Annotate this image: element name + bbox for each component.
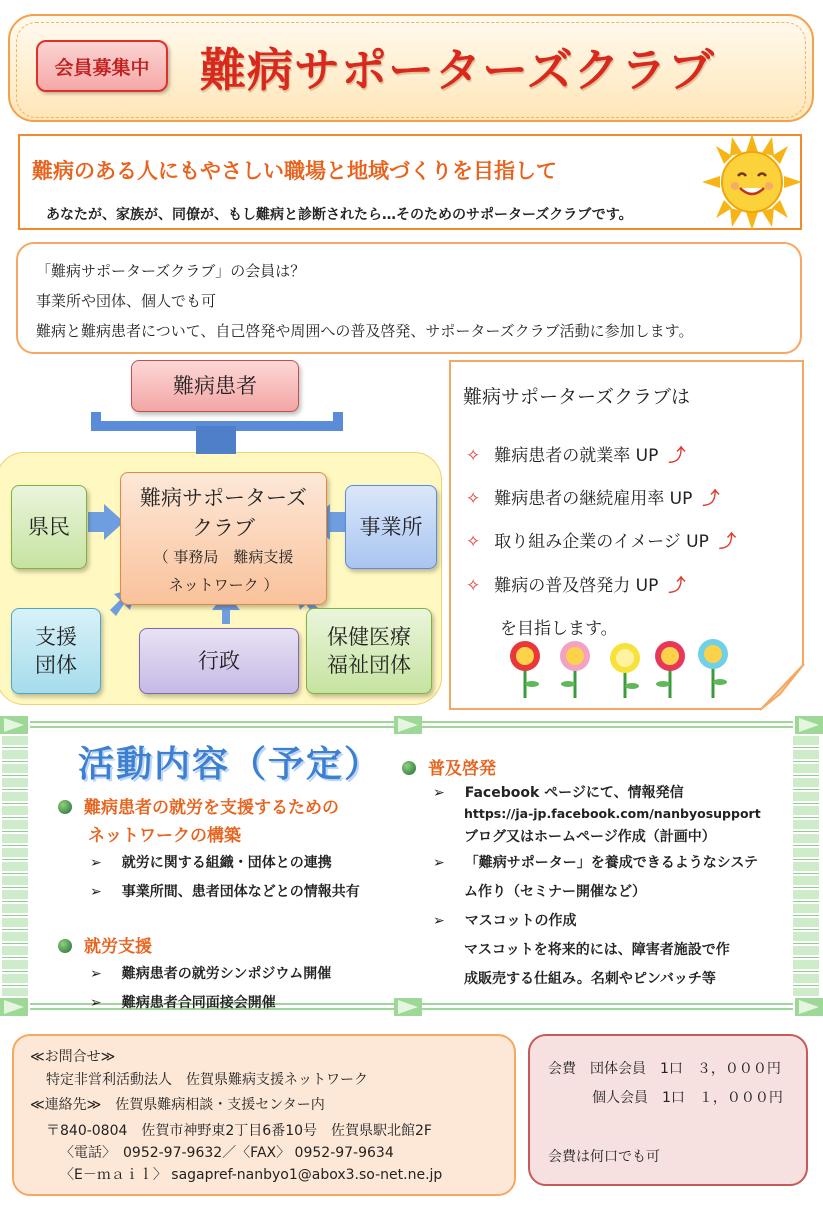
members-eligibility: 事業所や団体、個人でも可 xyxy=(36,292,217,310)
goal-text: 難病の普及啓発力 UP xyxy=(494,576,659,596)
contact-phone: 〈電話〉 0952-97-9632／〈FAX〉 0952-97-9634 xyxy=(60,1145,394,1161)
item-text: 事業所間、患者団体などとの情報共有 xyxy=(121,884,360,900)
goal-item xyxy=(466,441,685,466)
item-text: ム作り（セミナー開催など） xyxy=(464,884,646,900)
center-line1: 難病サポーターズ xyxy=(140,486,307,510)
node-business: 事業所 xyxy=(345,485,437,569)
arrow-right-icon xyxy=(88,504,124,540)
intro-subtext: あなたが、家族が、同僚が、もし難病と診断されたら…そのためのサポーターズクラブです。 xyxy=(46,207,633,223)
item-text: マスコットの作成 xyxy=(464,913,577,929)
bullet-icon xyxy=(58,800,72,814)
members-role: 難病と難病患者について、自己啓発や周囲への普及啓発、サポーターズクラブ活動に参加します。 xyxy=(36,322,694,340)
arrow-bullet-icon: ➢ xyxy=(90,966,102,982)
heading-text: 難病患者の就労を支援するための xyxy=(84,798,339,818)
goal-item xyxy=(466,484,719,509)
sparkle-icon: ✧ xyxy=(466,532,481,552)
page-title: 難病サポーターズクラブ xyxy=(200,43,715,97)
bullet-icon xyxy=(402,761,416,775)
center-line2: クラブ xyxy=(192,516,255,540)
arrow-bullet-icon: ➢ xyxy=(90,884,102,900)
contact-org: 特定非営利活動法人 佐賀県難病支援ネットワーク xyxy=(46,1072,368,1088)
section-heading-network xyxy=(58,793,339,818)
section-heading-awareness xyxy=(402,754,496,779)
support-line2: 団体 xyxy=(35,653,77,677)
activity-frame-top xyxy=(0,714,823,736)
fee-note: 会費は何口でも可 xyxy=(548,1149,660,1165)
recruiting-badge: 会員募集中 xyxy=(36,40,168,92)
activity-frame-right xyxy=(793,736,819,996)
node-club-center xyxy=(120,472,327,605)
list-item xyxy=(90,852,332,872)
arrow-bullet-icon: ➢ xyxy=(433,855,445,871)
fee-individual: 個人会員 1口 １，０００円 xyxy=(592,1090,783,1106)
arrow-bullet-icon: ➢ xyxy=(90,855,102,871)
heading-text: 普及啓発 xyxy=(428,759,496,779)
item-text: 「難病サポーター」を養成できるようなシステ xyxy=(464,855,759,871)
node-administration: 行政 xyxy=(139,628,299,694)
contact-email: 〈E－ｍａｉｌ〉 sagapref-nanbyo1@abox3.so-net.ne.jp xyxy=(60,1167,443,1183)
contact-location: ≪連絡先≫ 佐賀県難病相談・支援センター内 xyxy=(30,1097,325,1113)
sparkle-icon: ✧ xyxy=(466,446,481,466)
contact-address: 〒840-0804 佐賀市神野東2丁目6番10号 佐賀県駅北館2F xyxy=(46,1123,432,1139)
list-item xyxy=(433,852,758,872)
intro-headline: 難病のある人にもやさしい職場と地域づくりを目指して xyxy=(32,159,557,183)
item-text: マスコットを将来的には、障害者施設で作 xyxy=(464,942,730,958)
goals-ending: を目指します。 xyxy=(500,619,618,639)
fee-group: 会費 団体会員 1口 ３，０００円 xyxy=(548,1061,781,1077)
goal-text: 難病患者の就業率 UP xyxy=(494,446,659,466)
node-welfare-groups xyxy=(306,608,432,694)
bullet-icon xyxy=(58,939,72,953)
goals-title: 難病サポーターズクラブは xyxy=(463,386,691,408)
up-arrow-icon: ⤴ xyxy=(668,446,686,466)
section-heading-network-line2: ネットワークの構築 xyxy=(88,826,241,846)
arrow-bullet-icon: ➢ xyxy=(433,785,445,801)
item-text: 難病患者合同面接会開催 xyxy=(121,995,276,1011)
item-text: 成販売する仕組み。名刺やピンバッチ等 xyxy=(464,971,716,987)
list-item xyxy=(433,782,684,802)
node-residents: 県民 xyxy=(11,485,87,569)
goal-item xyxy=(466,571,685,596)
center-line3: （ 事務局 難病支援 xyxy=(153,548,294,566)
item-text: 就労に関する組織・団体との連携 xyxy=(121,855,332,871)
facebook-url: https://ja-jp.facebook.com/nanbyosupport xyxy=(464,806,761,821)
activity-title: 活動内容（予定） xyxy=(78,744,383,785)
item-text: ブログ又はホームページ作成（計画中） xyxy=(464,829,716,845)
flowers-icon xyxy=(505,638,735,700)
up-arrow-icon: ⤴ xyxy=(668,576,686,596)
members-question: 「難病サポーターズクラブ」の会員は？ xyxy=(36,262,306,280)
item-text: 難病患者の就労シンポジウム開催 xyxy=(121,966,332,982)
arrow-bullet-icon: ➢ xyxy=(90,995,102,1011)
goal-item xyxy=(466,527,736,552)
goal-text: 取り組み企業のイメージ UP xyxy=(494,532,709,552)
contact-heading: ≪お問合せ≫ xyxy=(30,1049,116,1065)
heading-text: 就労支援 xyxy=(84,937,152,957)
welfare-line1: 保健医療 xyxy=(327,624,411,649)
sun-icon xyxy=(700,132,804,232)
activity-frame-left xyxy=(2,736,28,996)
list-item xyxy=(90,881,360,901)
list-item xyxy=(90,963,331,983)
goal-text: 難病患者の継続雇用率 UP xyxy=(494,489,693,509)
node-patient: 難病患者 xyxy=(131,360,299,412)
center-line4: ネットワーク ） xyxy=(168,576,279,594)
welfare-line2: 福祉団体 xyxy=(327,653,411,677)
sparkle-icon: ✧ xyxy=(466,489,481,509)
item-text: Facebook ページにて、情報発信 xyxy=(464,785,684,801)
page-curl-icon xyxy=(760,664,806,712)
support-line1: 支援 xyxy=(35,624,77,649)
up-arrow-icon: ⤴ xyxy=(702,489,720,509)
up-arrow-icon: ⤴ xyxy=(718,532,736,552)
node-support-groups xyxy=(11,608,101,694)
list-item xyxy=(90,992,276,1012)
sparkle-icon: ✧ xyxy=(466,576,481,596)
arrow-bullet-icon: ➢ xyxy=(433,913,445,929)
section-heading-employment xyxy=(58,932,152,957)
list-item xyxy=(433,910,576,930)
